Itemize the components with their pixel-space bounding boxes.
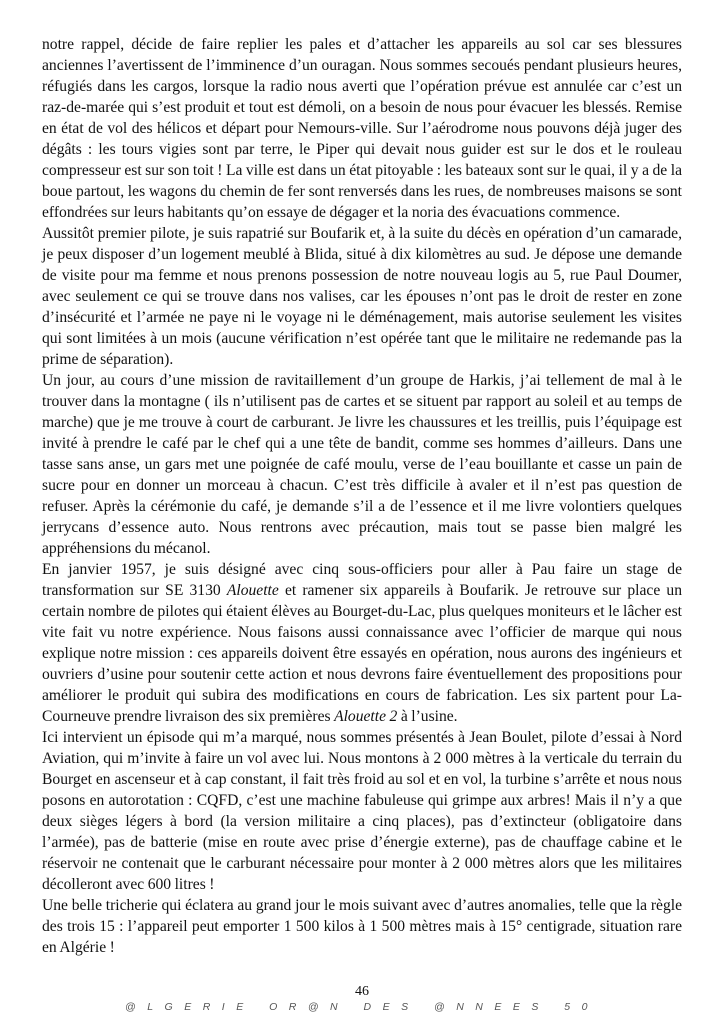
text-run: Ici intervient un épisode qui m’a marqué, nous sommes présentés à Jean Boulet, pilote d’essai à Nord Aviation, qui m’invite à faire un vol avec lui. Nous montons à 2 000 mètres à la verticale du terrain du Bourget en ascenseur et à cap constant, il fait très froid au sol et en vol, la turbine s’arrête et nous nous posons en autorotation : CQFD, c’est une machine fabuleuse qui grimpe aux arbres! Mais il n’y a que deux sièges légers à bord (la version militaire a cinq places), pas d’extincteur (obligatoire dans l’armée), pas de batterie (mise en route avec prise d’énergie externe), pas de chauffage cabine et le réservoir ne contenait que le carburant nécessaire pour monter à 2 000 mètres alors que les militaires décolleront avec 600 litres !	[42, 729, 682, 893]
text-run: Un jour, au cours d’une mission de ravitaillement d’un groupe de Harkis, j’ai tellement de mal à le trouver dans la montagne ( ils n’utilisent pas de cartes et se situent par rapport au soleil et au temps de marche) que je me trouve à court de carburant. Je livre les chaussures et les treillis, puis l’équipage est invité à prendre le café par le chef qui a une tête de bandit, comme ses hommes d’ailleurs. Dans une tasse sans anse, un gars met une poignée de café moulu, verse de l’eau bouillante et casse un pain de sucre pour en donner un morceau à chacun. C’est très difficile à avaler et il n’est pas question de refuser. Après la cérémonie du café, je demande s’il a de l’essence et il me livre volontiers quelques jerrycans d’essence auto. Nous rentrons avec précaution, mais tout se passe bien malgré les appréhensions du mécanol.	[42, 372, 682, 557]
paragraph	[42, 895, 682, 958]
running-footer: @LGERIE OR@N DES @NNEES 50	[125, 1001, 599, 1013]
text-run: Aussitôt premier pilote, je suis rapatrié sur Boufarik et, à la suite du décès en opération d’un camarade, je peux disposer d’un logement meublé à Blida, situé à dix kilomètres au sud. Je dépose une demande de visite pour ma femme et nous prenons possession de notre nouveau logis au 5, rue Paul Doumer, avec seulement ce qui se trouve dans nos valises, car les épouses n’ont pas le droit de rester en zone d’insécurité et l’armée ne paye ni le voyage ni le déménagement, mais autorise seulement les visites qui sont limitées à un mois (aucune vérification n’est opérée tant que le militaire ne redemande pas la prime de séparation).	[42, 225, 682, 368]
text-run: notre rappel, décide de faire replier les pales et d’attacher les appareils au sol car ses blessures anciennes l’avertissent de l’imminence d’un ouragan. Nous sommes secoués pendant plusieurs heures, réfugiés dans les cargos, lorsque la radio nous averti que l’opération prévue est annulée car c’est un raz-de-marée qui s’est produit et tout est démoli, on a besoin de nous pour évacuer les blessés. Remise en état de vol des hélicos et départ pour Nemours-ville. Sur l’aérodrome nous pouvons déjà juger des dégâts : les tours vigies sont par terre, le Piper qui devait nous guider est sur le dos et le rouleau compresseur est sur son toit ! La ville est dans un état pitoyable : les bateaux sont sur le quai, il y a de la boue partout, les wagons du chemin de fer sont renversés dans les rues, de nombreuses maisons se sont effondrées sur leurs habitants qu’on essaye de dégager et la noria des évacuations commence.	[42, 36, 682, 221]
paragraph	[42, 34, 682, 223]
body-text	[42, 34, 682, 958]
paragraph	[42, 559, 682, 727]
text-run: et ramener six appareils à Boufarik. Je retrouve sur place un certain nombre de pilotes qui étaient élèves au Bourget-du-Lac, plus quelques moniteurs et le lâcher est vite fait vu notre expérience. Nous faisons aussi connaissance avec l’officier de marque qui nous explique notre mission : ces appareils doivent être essayés en opération, nous aurons des ingénieurs et ouvriers d’usine pour soutenir cette action et nous devrons faire éventuellement des propositions pour améliorer le produit qui subira des modifications en cours de fabrication. Les six partent pour La-Courneuve prendre livraison des six premières	[42, 582, 682, 725]
page-number: 46	[355, 984, 369, 999]
italic-text: Alouette 2	[334, 708, 398, 725]
text-run: Une belle tricherie qui éclatera au grand jour le mois suivant avec d’autres anomalies, telle que la règle des trois 15 : l’appareil peut emporter 1 500 kilos à 1 500 mètres mais à 15° centigrade, situation rare en Algérie !	[42, 897, 682, 956]
text-run: En janvier 1957, je suis désigné avec cinq sous-officiers pour aller à Pau faire un stage de transformation sur SE 3130	[42, 561, 682, 599]
text-run: à l’usine.	[397, 708, 458, 725]
paragraph	[42, 370, 682, 559]
paragraph	[42, 727, 682, 895]
italic-text: Alouette	[226, 582, 279, 599]
paragraph	[42, 223, 682, 370]
